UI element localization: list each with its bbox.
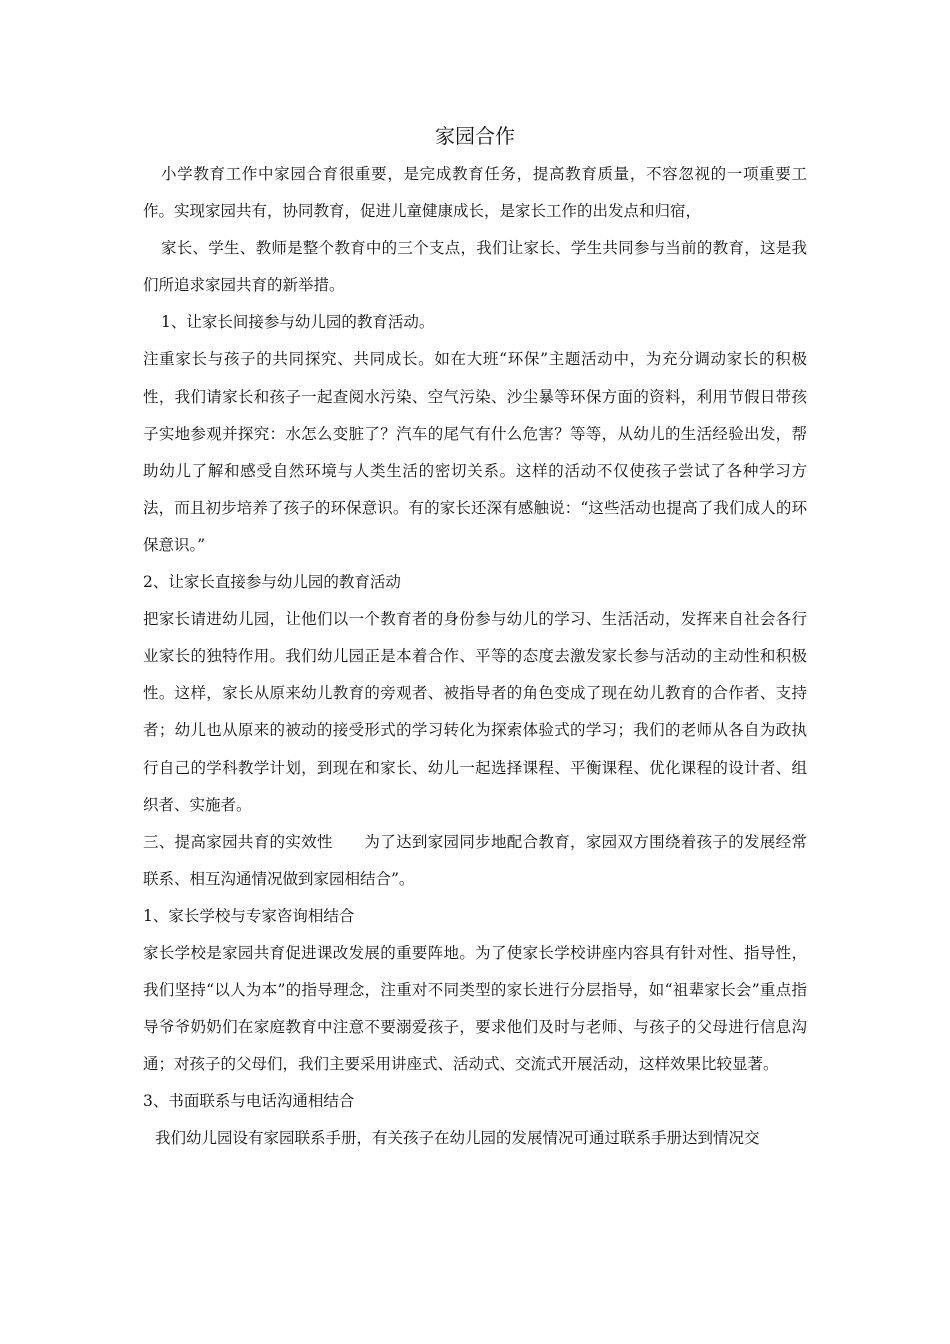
heading-direct-participation: 2、让家长直接参与幼儿园的教育活动 (143, 573, 401, 592)
paragraph-direct-participation: 把家长请进幼儿园，让他们以一个教育者的身份参与幼儿的学习、生活活动，发挥来自社会各行业家长的独特作用。我们幼儿园正是本着合作、平等的态度去激发家长参与活动的主动性和积极性。这样，家长从原来幼儿教育的旁观者、被指导者的角色变成了现在幼儿教育的合作者、支持者；幼儿也从原来的被动的接受形式的学习转化为探索体验式的学习；我们的老师从各自为政执行自己的学科教学计划，到现在和家长、幼儿一起选择课程、平衡课程、优化课程的设计者、组织者、实施者。 (143, 610, 807, 814)
heading-written-phone-contact: 3、书面联系与电话沟通相结合 (143, 1092, 355, 1111)
document-body (143, 116, 807, 1158)
paragraph-intro: 小学教育工作中家园合育很重要，是完成教育任务，提高教育质量，不容忽视的一项重要工作。实现家园共有，协同教育，促进儿童健康成长，是家长工作的出发点和归宿， (143, 165, 807, 221)
paragraph-parent-school: 家长学校是家园共育促进课改发展的重要阵地。为了使家长学校讲座内容具有针对性、指导性，我们坚持“以人为本”的指导理念，注重对不同类型的家长进行分层指导，如“祖辈家长会”重点指导爷爷奶奶们在家庭教育中注意不要溺爱孩子，要求他们及时与老师、与孩子的父母进行信息沟通；对孩子的父母们，我们主要采用讲座式、活动式、交流式开展活动，这样效果比较显著。 (143, 943, 807, 1074)
heading-parent-school: 1、家长学校与专家咨询相结合 (143, 906, 355, 925)
paragraph-effectiveness: 三、提高家园共育的实效性 为了达到家园同步地配合教育，家园双方围绕着孩子的发展经常联系、相互沟通情况做到家园相结合”。 (143, 832, 807, 888)
paragraph-supports: 家长、学生、教师是整个教育中的三个支点，我们让家长、学生共同参与当前的教育，这是我们所追求家园共育的新举措。 (143, 239, 807, 295)
heading-indirect-participation: 1、让家长间接参与幼儿园的教育活动。 (161, 313, 435, 332)
document-title: 家园合作 (435, 124, 515, 148)
paragraph-indirect-participation: 注重家长与孩子的共同探究、共同成长。如在大班“环保”主题活动中，为充分调动家长的积极性，我们请家长和孩子一起查阅水污染、空气污染、沙尘暴等环保方面的资料，利用节假日带孩子实地参观并探究：水怎么变脏了？汽车的尾气有什么危害？等等，从幼儿的生活经验出发，帮助幼儿了解和感受自然环境与人类生活的密切关系。这样的活动不仅使孩子尝试了各种学习方法，而且初步培养了孩子的环保意识。有的家长还深有感触说：“这些活动也提高了我们成人的环保意识。” (143, 350, 807, 554)
paragraph-contact-handbook: 我们幼儿园设有家园联系手册，有关孩子在幼儿园的发展情况可通过联系手册达到情况交 (155, 1129, 760, 1148)
